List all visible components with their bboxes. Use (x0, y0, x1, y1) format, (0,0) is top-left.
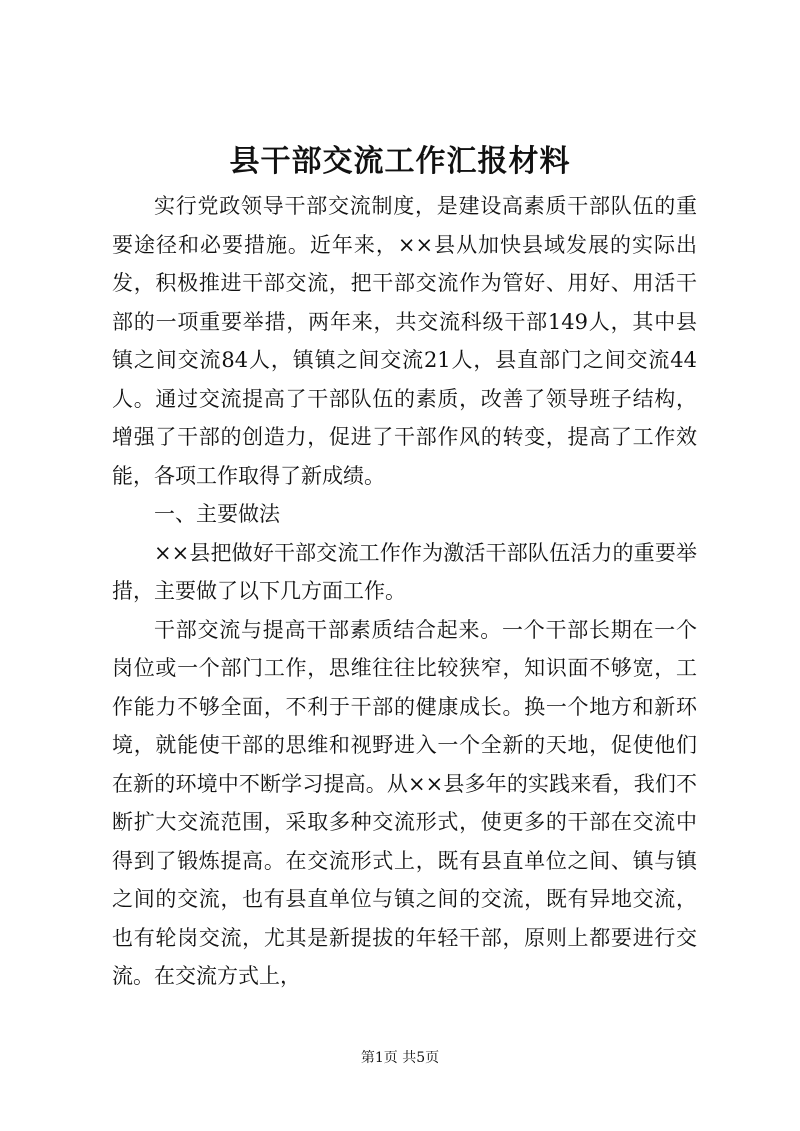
paragraph-overview: ××县把做好干部交流工作作为激活干部队伍活力的重要举措，主要做了以下几方面工作。 (112, 540, 697, 603)
document-body (112, 187, 697, 996)
section-heading-main-practices: 一、主要做法 (154, 502, 280, 526)
page-number-footer: 第1页 共5页 (360, 1050, 440, 1066)
paragraph-intro: 实行党政领导干部交流制度，是建设高素质干部队伍的重要途径和必要措施。近年来，××县从加快县域发展的实际出发，积极推进干部交流，把干部交流作为管好、用好、用活干部的一项重要举措，两年来，共交流科级干部149人，其中县镇之间交流84人，镇镇之间交流21人，县直部门之间交流44人。通过交流提高了干部队伍的素质，改善了领导班子结构，增强了干部的创造力，促进了干部作风的转变，提高了工作效能，各项工作取得了新成绩。 (112, 194, 697, 488)
paragraph-quality: 干部交流与提高干部素质结合起来。一个干部长期在一个岗位或一个部门工作，思维往往比较狭窄，知识面不够宽，工作能力不够全面，不利于干部的健康成长。换一个地方和新环境，就能使干部的思维和视野进入一个全新的天地，促使他们在新的环境中不断学习提高。从××县多年的实践来看，我们不断扩大交流范围，采取多种交流形式，使更多的干部在交流中得到了锻炼提高。在交流形式上，既有县直单位之间、镇与镇之间的交流，也有县直单位与镇之间的交流，既有异地交流，也有轮岗交流，尤其是新提拔的年轻干部，原则上都要进行交流。在交流方式上， (112, 617, 697, 988)
document-title: 县干部交流工作汇报材料 (229, 144, 571, 179)
